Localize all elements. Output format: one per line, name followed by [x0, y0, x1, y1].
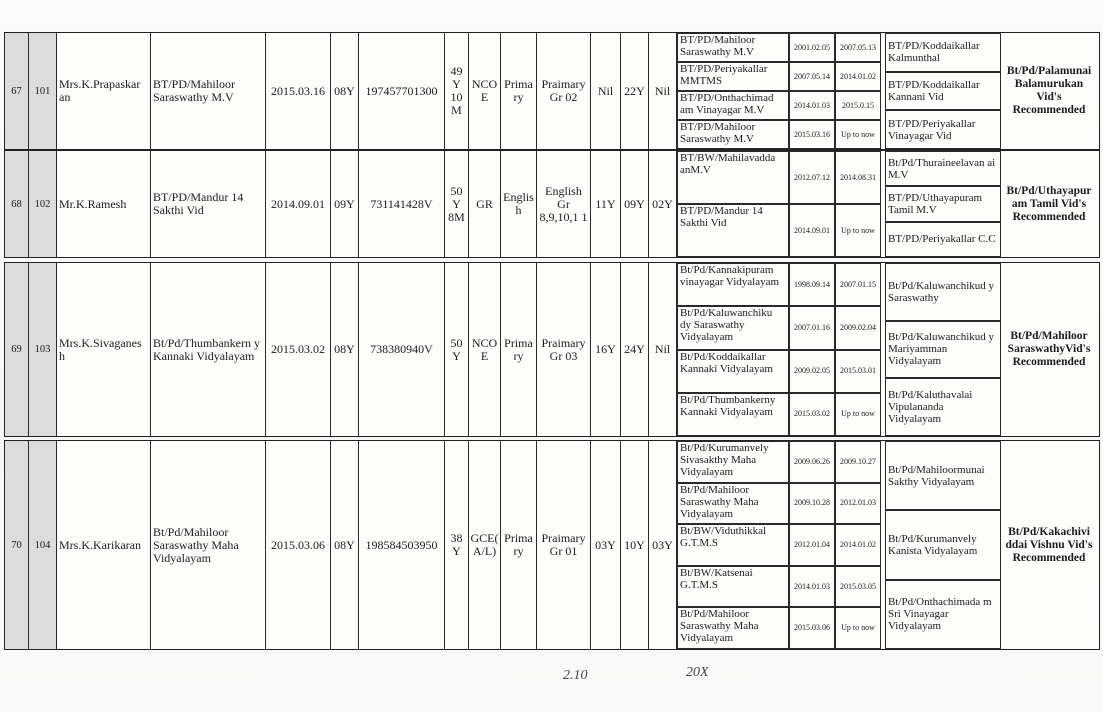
cell-cat: Prima ry: [501, 263, 537, 436]
history-to-date: Up to now: [835, 607, 881, 649]
history-school: Bt/Pd/Kurumanvely Sivasakthy Maha Vidyalayam: [677, 441, 789, 483]
history-school: BT/PD/Mahiloor Saraswathy M.V: [677, 120, 789, 149]
history-from-date: 2009.06.26: [789, 441, 835, 483]
cell-sno: 67: [5, 33, 29, 149]
history-to-date: 2012.01.03: [835, 483, 881, 525]
cell-c2: 09Y: [621, 151, 649, 257]
record-row: [4, 262, 1100, 437]
cell-qual: GCE( A/L): [469, 441, 501, 649]
history-to-date: Up to now: [835, 120, 881, 149]
preference-school: Bt/Pd/Kurumanvely Kanista Vidyalayam: [885, 510, 1001, 579]
preference-school: Bt/Pd/Kaluwanchikud y Mariyamman Vidyalayam: [885, 321, 1001, 379]
preference-school: Bt/Pd/Onthachimada m Sri Vinayagar Vidyalayam: [885, 580, 1001, 649]
cell-name: Mr.K.Ramesh: [57, 151, 151, 257]
recommendation: Bt/Pd/Uthayapur am Tamil Vid's Recommended: [1006, 184, 1092, 223]
history-school: BT/PD/Mandur 14 Sakthi Vid: [677, 204, 789, 257]
footer-mark-left: 2.10: [563, 668, 588, 683]
preference-school: BT/PD/Koddaikallar Kannani Vid: [885, 72, 1001, 111]
history-school: Bt/Pd/Kaluwanchiku dy Saraswathy Vidyalayam: [677, 306, 789, 349]
cell-qual: NCO E: [469, 33, 501, 149]
cell-name: Mrs.K.Karikaran: [57, 441, 151, 649]
cell-c3: Nil: [649, 263, 677, 436]
cell-cat: Prima ry: [501, 33, 537, 149]
cell-name: Mrs.K.Prapaskar an: [57, 33, 151, 149]
history-to-date: Up to now: [835, 204, 881, 257]
footer-mark-right: 20X: [686, 665, 709, 680]
history-to-date: Up to now: [835, 393, 881, 436]
history-to-date: 2014.01.02: [835, 524, 881, 566]
history-to-date: 2015.0.15: [835, 91, 881, 120]
preference-school: BT/PD/Koddaikallar Kalmunthal: [885, 33, 1001, 72]
history-from-date: 2014.01.03: [789, 91, 835, 120]
cell-c1: Nil: [591, 33, 621, 149]
cell-c1: 03Y: [591, 441, 621, 649]
history-from-date: 2007.05.14: [789, 62, 835, 91]
history-school: Bt/Pd/Mahiloor Saraswathy Maha Vidyalayam: [677, 483, 789, 525]
history-school: Bt/Pd/Koddaikallar Kannaki Vidyalayam: [677, 350, 789, 393]
history-school: BT/PD/Periyakallar MMTMS: [677, 62, 789, 91]
history-from-date: 2012.07.12: [789, 151, 835, 204]
cell-id: 103: [29, 263, 57, 436]
record-row: [4, 440, 1100, 650]
preference-school: Bt/Pd/Kaluthavalai Vipulananda Vidyalayam: [885, 378, 1001, 436]
record-row: [4, 150, 1100, 258]
history-from-date: 2001.02.05: [789, 33, 835, 62]
history-school: BT/BW/Mahilavadda anM.V: [677, 151, 789, 204]
cell-grade: Praimary Gr 01: [537, 441, 591, 649]
history-school: Bt/Pd/Kannakipuram vinayagar Vidyalayam: [677, 263, 789, 306]
cell-date: 2015.03.06: [266, 441, 331, 649]
history-to-date: 2007.01.15: [835, 263, 881, 306]
cell-c2: 22Y: [621, 33, 649, 149]
cell-name: Mrs.K.Sivaganes h: [57, 263, 151, 436]
cell-nic: 738380940V: [359, 263, 445, 436]
preference-school: BT/PD/Uthayapuram Tamil M.V: [885, 186, 1001, 221]
preference-school: BT/PD/Periyakallar C.C: [885, 222, 1001, 257]
history-from-date: 2015.03.02: [789, 393, 835, 436]
recommendation: Bt/Pd/Palamunai Balamurukan Vid's Recommended: [1006, 65, 1092, 116]
preference-school: BT/PD/Periyakallar Vinayagar Vid: [885, 110, 1001, 149]
history-to-date: 2015.03.01: [835, 350, 881, 393]
history-to-date: 2015.03.05: [835, 566, 881, 608]
cell-yrs: 08Y: [331, 263, 359, 436]
record-row: [4, 32, 1100, 150]
cell-c3: 03Y: [649, 441, 677, 649]
history-from-date: 2009.10.28: [789, 483, 835, 525]
cell-qual: GR: [469, 151, 501, 257]
history-from-date: 2007.01.16: [789, 306, 835, 349]
cell-age: 50 Y: [445, 263, 469, 436]
cell-date: 2015.03.16: [266, 33, 331, 149]
cell-id: 102: [29, 151, 57, 257]
recommendation: Bt/Pd/Kakachivi ddai Vishnu Vid's Recommended: [1005, 525, 1093, 564]
cell-qual: NCO E: [469, 263, 501, 436]
recommendation: Bt/Pd/Mahiloor SaraswathyVid's Recommended: [1007, 330, 1091, 368]
history-from-date: 2009.02.05: [789, 350, 835, 393]
cell-age: 38 Y: [445, 441, 469, 649]
cell-date: 2014.09.01: [266, 151, 331, 257]
cell-age: 49 Y 10 M: [445, 33, 469, 149]
cell-nic: 731141428V: [359, 151, 445, 257]
cell-school: BT/PD/Mahiloor Saraswathy M.V: [151, 33, 266, 149]
history-to-date: 2014.01.02: [835, 62, 881, 91]
history-from-date: 2014.09.01: [789, 204, 835, 257]
history-school: Bt/Pd/Thumbankerny Kannaki Vidyalayam: [677, 393, 789, 436]
preference-school: Bt/Pd/Thuraineelavan ai M.V: [885, 151, 1001, 186]
preference-school: Bt/Pd/Mahiloormunai Sakthy Vidyalayam: [885, 441, 1001, 510]
history-school: Bt/BW/Katsenai G.T.M.S: [677, 566, 789, 608]
history-to-date: 2007.05.13: [835, 33, 881, 62]
cell-c3: 02Y: [649, 151, 677, 257]
cell-cat: Englis h: [501, 151, 537, 257]
cell-c3: Nil: [649, 33, 677, 149]
cell-date: 2015.03.02: [266, 263, 331, 436]
cell-grade: Praimary Gr 03: [537, 263, 591, 436]
history-to-date: 2009.10.27: [835, 441, 881, 483]
cell-school: Bt/Pd/Thumbankern y Kannaki Vidyalayam: [151, 263, 266, 436]
cell-c1: 11Y: [591, 151, 621, 257]
cell-cat: Prima ry: [501, 441, 537, 649]
cell-yrs: 09Y: [331, 151, 359, 257]
preference-school: Bt/Pd/Kaluwanchikud y Saraswathy: [885, 263, 1001, 321]
history-school: BT/PD/Onthachimad am Vinayagar M.V: [677, 91, 789, 120]
cell-age: 50 Y 8M: [445, 151, 469, 257]
history-school: BT/PD/Mahiloor Saraswathy M.V: [677, 33, 789, 62]
cell-sno: 68: [5, 151, 29, 257]
history-to-date: 2014.08.31: [835, 151, 881, 204]
history-from-date: 2015.03.16: [789, 120, 835, 149]
cell-nic: 198584503950: [359, 441, 445, 649]
cell-c1: 16Y: [591, 263, 621, 436]
cell-c2: 10Y: [621, 441, 649, 649]
cell-school: BT/PD/Mandur 14 Sakthi Vid: [151, 151, 266, 257]
cell-yrs: 08Y: [331, 441, 359, 649]
cell-sno: 70: [5, 441, 29, 649]
history-from-date: 2014.01.03: [789, 566, 835, 608]
history-to-date: 2009.02.04: [835, 306, 881, 349]
cell-school: Bt/Pd/Mahiloor Saraswathy Maha Vidyalayam: [151, 441, 266, 649]
cell-c2: 24Y: [621, 263, 649, 436]
history-from-date: 1998.09.14: [789, 263, 835, 306]
cell-yrs: 08Y: [331, 33, 359, 149]
history-from-date: 2015.03.06: [789, 607, 835, 649]
cell-id: 101: [29, 33, 57, 149]
cell-nic: 197457701300: [359, 33, 445, 149]
history-school: Bt/Pd/Mahiloor Saraswathy Maha Vidyalayam: [677, 607, 789, 649]
cell-grade: Praimary Gr 02: [537, 33, 591, 149]
history-from-date: 2012.01.04: [789, 524, 835, 566]
cell-grade: English Gr 8,9,10,1 1: [537, 151, 591, 257]
cell-id: 104: [29, 441, 57, 649]
history-school: Bt/BW/Viduthikkal G.T.M.S: [677, 524, 789, 566]
cell-sno: 69: [5, 263, 29, 436]
